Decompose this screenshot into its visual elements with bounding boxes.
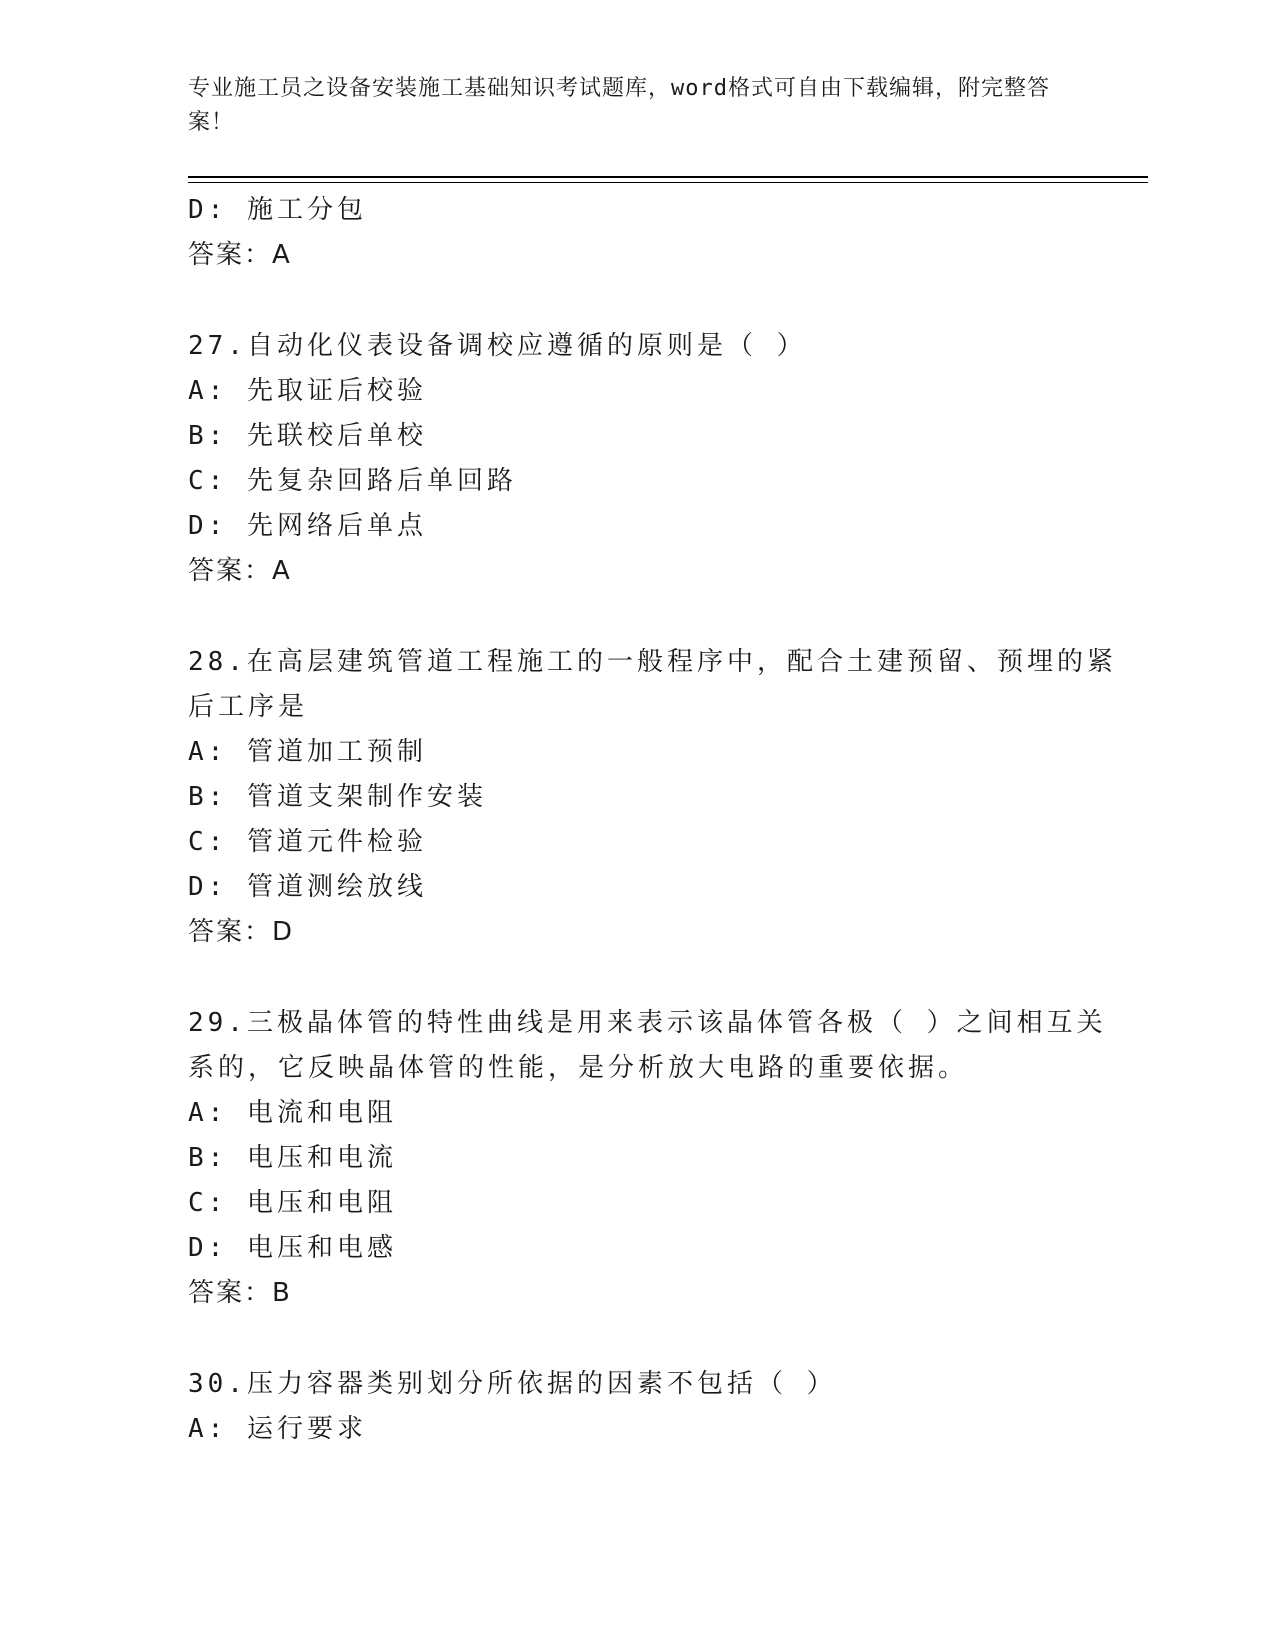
question-30 <box>188 1362 1088 1452</box>
option-a: A: 电流和电阻 <box>188 1098 397 1128</box>
question-stem-line-2: 系的，它反映晶体管的性能，是分析放大电路的重要依据。 <box>188 1053 969 1083</box>
option-d: D: 电压和电感 <box>188 1233 397 1263</box>
answer: 答案：B <box>188 1278 292 1308</box>
option-c: C: 电压和电阻 <box>188 1188 397 1218</box>
option-a: A: 先取证后校验 <box>188 376 427 406</box>
option-d: D: 先网络后单点 <box>188 511 427 541</box>
question-28 <box>188 640 1117 955</box>
answer: 答案：A <box>188 556 292 586</box>
answer: 答案：A <box>188 240 292 270</box>
question-stem: 30.压力容器类别划分所依据的因素不包括（ ） <box>188 1369 837 1399</box>
answer: 答案：D <box>188 917 295 947</box>
question-list <box>188 188 1117 1452</box>
header-divider-thin <box>188 182 1148 183</box>
option-b: B: 先联校后单校 <box>188 421 427 451</box>
option-a: A: 运行要求 <box>188 1414 367 1444</box>
header-title: 专业施工员之设备安装施工基础知识考试题库，word格式可自由下载编辑，附完整答案！ <box>188 76 1050 135</box>
document-header <box>188 72 1068 140</box>
question-stem-line-2: 后工序是 <box>188 692 309 722</box>
option-b: B: 管道支架制作安装 <box>188 782 487 812</box>
question-29 <box>188 1001 1107 1316</box>
option-c: C: 管道元件检验 <box>188 827 427 857</box>
option-b: B: 电压和电流 <box>188 1143 397 1173</box>
header-divider-thick <box>188 176 1148 178</box>
option-c: C: 先复杂回路后单回路 <box>188 466 517 496</box>
question-stem-line-1: 29.三极晶体管的特性曲线是用来表示该晶体管各极（ ）之间相互关 <box>188 1008 1107 1038</box>
spacer <box>188 1316 1088 1362</box>
question-26-tail <box>188 188 1088 278</box>
spacer <box>188 594 1088 640</box>
question-27 <box>188 324 1088 594</box>
question-stem: 27.自动化仪表设备调校应遵循的原则是（ ） <box>188 331 807 361</box>
question-stem-line-1: 28.在高层建筑管道工程施工的一般程序中，配合土建预留、预埋的紧 <box>188 647 1117 677</box>
spacer <box>188 955 1088 1001</box>
option-d: D: 管道测绘放线 <box>188 872 427 902</box>
option-a: A: 管道加工预制 <box>188 737 427 767</box>
option-d: D: 施工分包 <box>188 195 367 225</box>
spacer <box>188 278 1088 324</box>
